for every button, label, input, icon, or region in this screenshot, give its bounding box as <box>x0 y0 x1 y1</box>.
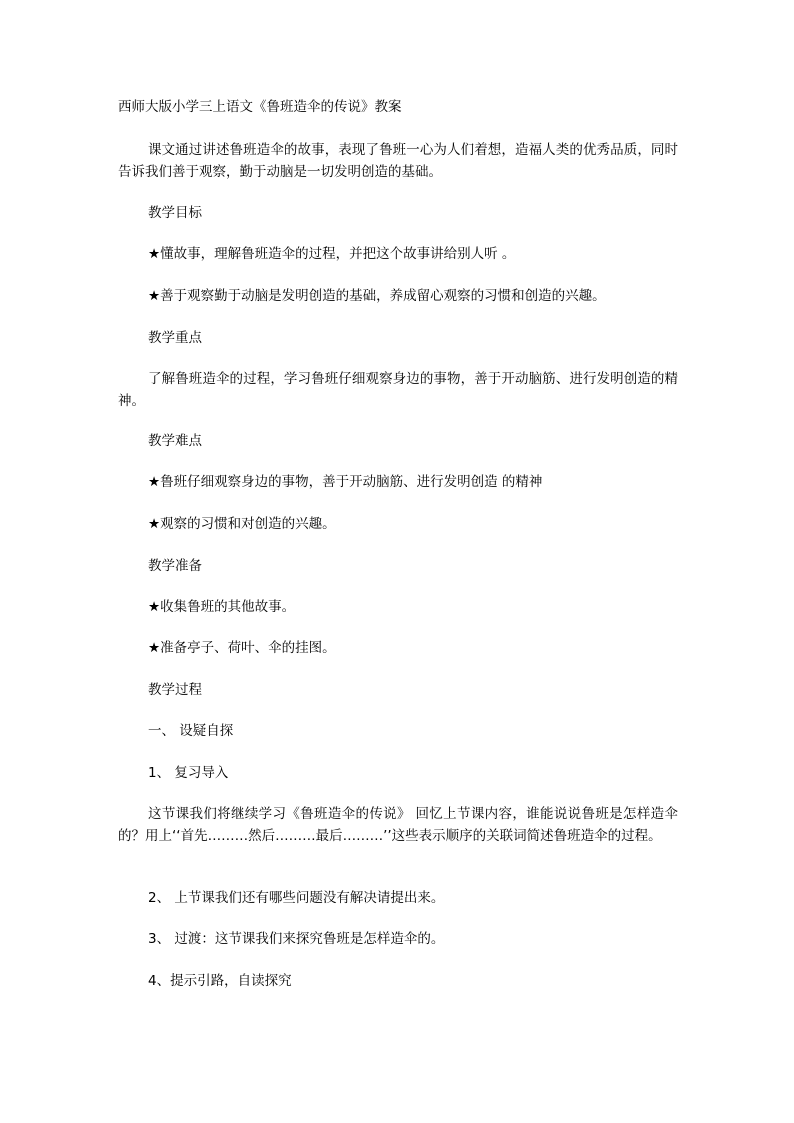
difficulties-heading: 教学难点 <box>148 433 202 449</box>
difficulty-item: ★鲁班仔细观察身边的事物，善于开动脑筋、进行发明创造 的精神 <box>148 474 543 490</box>
process-heading: 教学过程 <box>148 682 202 698</box>
document-title: 西师大版小学三上语文《鲁班造伞的传说》教案 <box>118 99 402 115</box>
difficulty-item: ★观察的习惯和对创造的兴趣。 <box>148 516 336 532</box>
preparation-heading: 教学准备 <box>148 558 202 574</box>
step-heading: 1、 复习导入 <box>148 765 229 781</box>
objectives-heading: 教学目标 <box>148 205 202 221</box>
step-paragraph: 这节课我们将继续学习《鲁班造伞的传说》 回忆上节课内容，谁能说说鲁班是怎样造伞的？用上‘‘首先………然后………最后………’’这些表示顺序的关联词简述鲁班造伞的过程。 <box>118 806 678 844</box>
step-item: 2、 上节课我们还有哪些问题没有解决请提出来。 <box>148 890 445 906</box>
preparation-item: ★收集鲁班的其他故事。 <box>148 599 296 615</box>
intro-paragraph: 课文通过讲述鲁班造伞的故事，表现了鲁班一心为人们着想，造福人类的优秀品质，同时告诉我们善于观察，勤于动脑是一切发明创造的基础。 <box>118 142 678 180</box>
preparation-item: ★准备亭子、荷叶、伞的挂图。 <box>148 640 336 656</box>
key-points-heading: 教学重点 <box>148 330 202 346</box>
objective-item: ★善于观察勤于动脑是发明创造的基础，养成留心观察的习惯和创造的兴趣。 <box>148 288 606 304</box>
step-item: 4、提示引路，自读探究 <box>148 973 292 989</box>
section-heading: 一、 设疑自探 <box>148 723 234 739</box>
key-points-paragraph: 了解鲁班造伞的过程，学习鲁班仔细观察身边的事物，善于开动脑筋、进行发明创造的精神。 <box>118 371 678 409</box>
objective-item: ★懂故事，理解鲁班造伞的过程，并把这个故事讲给别人听 。 <box>148 246 516 262</box>
step-item: 3、 过渡：这节课我们来探究鲁班是怎样造伞的。 <box>148 931 445 947</box>
